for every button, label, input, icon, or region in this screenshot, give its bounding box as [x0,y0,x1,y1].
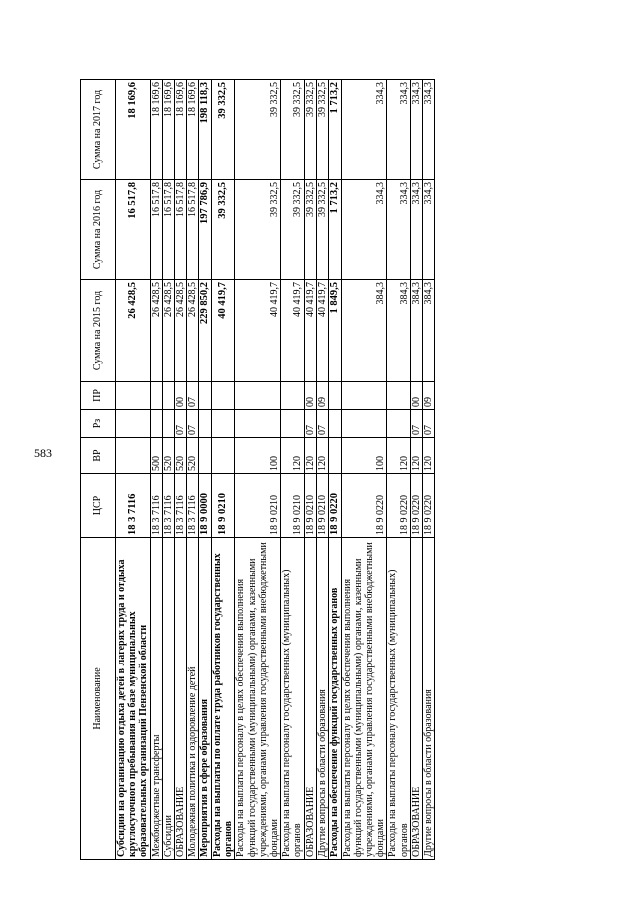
cell-csr: 18 9 0220 [328,474,341,538]
cell-pr: 00 [174,382,186,410]
cell-rz [281,410,304,438]
cell-csr: 18 3 7116 [116,474,151,538]
cell-name: Расходы на выплаты персоналу государственных (муниципальных) органов [281,538,304,860]
cell-csr: 18 9 0220 [341,474,387,538]
cell-vr [116,438,151,474]
cell-vr: 100 [235,438,281,474]
cell-vr [199,438,212,474]
header-sum-2017: Сумма на 2017 год [81,80,116,180]
header-csr: ЦСР [81,474,116,538]
cell-sum-2016: 1 713,2 [328,180,341,280]
cell-sum-2015: 384,3 [410,280,422,382]
cell-pr [341,382,387,410]
cell-sum-2017: 18 169,6 [174,80,186,180]
cell-sum-2016: 334,3 [423,180,435,280]
cell-name: Расходы на обеспечение функций государственных органов [328,538,341,860]
cell-vr: 520 [174,438,186,474]
table-row [235,80,281,860]
table-row [187,80,199,860]
cell-sum-2015: 40 419,7 [235,280,281,382]
cell-sum-2015: 40 419,7 [304,280,316,382]
cell-csr: 18 3 7116 [150,474,162,538]
cell-pr [387,382,410,410]
cell-rz: 07 [174,410,186,438]
cell-sum-2016: 334,3 [341,180,387,280]
header-rz: Рз [81,410,116,438]
cell-rz [328,410,341,438]
cell-sum-2017: 18 169,6 [162,80,174,180]
cell-name: Расходы на выплаты персоналу государственных (муниципальных) органов [387,538,410,860]
table-body [116,80,435,860]
cell-csr: 18 9 0210 [281,474,304,538]
cell-sum-2015: 384,3 [387,280,410,382]
cell-rz [387,410,410,438]
cell-sum-2015: 26 428,5 [162,280,174,382]
cell-pr: 00 [410,382,422,410]
table-row [316,80,328,860]
cell-pr [212,382,235,410]
cell-vr: 520 [162,438,174,474]
cell-pr [150,382,162,410]
cell-sum-2017: 198 118,3 [199,80,212,180]
table-row [341,80,387,860]
cell-sum-2015: 1 849,5 [328,280,341,382]
cell-csr: 18 9 0210 [235,474,281,538]
rotated-page [80,80,560,860]
cell-vr [328,438,341,474]
cell-rz: 07 [410,410,422,438]
table-row [281,80,304,860]
cell-csr: 18 9 0220 [410,474,422,538]
cell-sum-2015: 26 428,5 [150,280,162,382]
cell-sum-2016: 334,3 [410,180,422,280]
cell-name: ОБРАЗОВАНИЕ [174,538,186,860]
cell-sum-2017: 39 332,5 [235,80,281,180]
cell-sum-2015: 384,3 [341,280,387,382]
budget-table [80,79,435,860]
cell-rz [150,410,162,438]
cell-sum-2015: 229 850,2 [199,280,212,382]
cell-vr [212,438,235,474]
cell-pr: 07 [187,382,199,410]
cell-name: Другие вопросы в области образования [316,538,328,860]
cell-sum-2016: 16 517,8 [150,180,162,280]
header-sum-2015: Сумма на 2015 год [81,280,116,382]
cell-csr: 18 9 0220 [423,474,435,538]
cell-csr: 18 9 0210 [212,474,235,538]
cell-sum-2017: 39 332,5 [316,80,328,180]
cell-sum-2017: 334,3 [410,80,422,180]
cell-rz: 07 [187,410,199,438]
cell-sum-2016: 16 517,8 [187,180,199,280]
header-sum-2016: Сумма на 2016 год [81,180,116,280]
cell-sum-2017: 334,3 [387,80,410,180]
cell-sum-2017: 334,3 [423,80,435,180]
cell-vr: 120 [304,438,316,474]
cell-sum-2015: 40 419,7 [281,280,304,382]
table-header-row [81,80,116,860]
cell-sum-2016: 39 332,5 [212,180,235,280]
cell-name: ОБРАЗОВАНИЕ [304,538,316,860]
cell-pr [116,382,151,410]
cell-rz [162,410,174,438]
cell-sum-2017: 18 169,6 [116,80,151,180]
cell-pr [281,382,304,410]
table-row [304,80,316,860]
cell-sum-2017: 18 169,6 [150,80,162,180]
cell-sum-2015: 40 419,7 [316,280,328,382]
cell-sum-2016: 39 332,5 [316,180,328,280]
page-number: 583 [34,446,52,460]
cell-csr: 18 9 0210 [304,474,316,538]
cell-vr: 520 [187,438,199,474]
cell-csr: 18 3 7116 [162,474,174,538]
cell-pr [162,382,174,410]
cell-pr [328,382,341,410]
cell-name: Молодежная политика и оздоровление детей [187,538,199,860]
cell-csr: 18 3 7116 [187,474,199,538]
table-row [150,80,162,860]
cell-sum-2017: 334,3 [341,80,387,180]
cell-sum-2016: 16 517,8 [116,180,151,280]
table-row [199,80,212,860]
table-row [423,80,435,860]
cell-sum-2016: 39 332,5 [235,180,281,280]
cell-name: Расходы на выплаты персоналу в целях обеспечения выполнения функций государственными (муниципальными) органами, казенными учреждениями, органами управления государственными внебюджетными фондами [235,538,281,860]
cell-vr: 120 [316,438,328,474]
cell-name: Субсидии [162,538,174,860]
cell-sum-2016: 39 332,5 [304,180,316,280]
cell-rz [116,410,151,438]
cell-rz [199,410,212,438]
cell-sum-2016: 334,3 [387,180,410,280]
cell-name: Субсидии на организацию отдыха детей в лагерях труда и отдыха круглосуточного пребывания на базе муниципальных образовательных организаций Пензенской области [116,538,151,860]
cell-sum-2016: 16 517,8 [174,180,186,280]
cell-name: Межбюджетные трансферты [150,538,162,860]
cell-vr: 100 [341,438,387,474]
cell-vr: 120 [410,438,422,474]
cell-sum-2015: 384,3 [423,280,435,382]
cell-vr: 120 [281,438,304,474]
table-row [212,80,235,860]
cell-pr: 09 [423,382,435,410]
cell-csr: 18 3 7116 [174,474,186,538]
cell-rz [212,410,235,438]
table-row [410,80,422,860]
cell-name: Мероприятия в сфере образования [199,538,212,860]
cell-csr: 18 9 0220 [387,474,410,538]
table-row [116,80,151,860]
cell-pr [199,382,212,410]
cell-rz: 07 [423,410,435,438]
table-row [387,80,410,860]
cell-sum-2015: 26 428,5 [187,280,199,382]
cell-sum-2015: 40 419,7 [212,280,235,382]
table-row [328,80,341,860]
header-name: Наименование [81,538,116,860]
cell-name: Расходы на выплаты по оплате труда работников государственных органов [212,538,235,860]
cell-vr: 500 [150,438,162,474]
cell-vr: 120 [387,438,410,474]
table-row [174,80,186,860]
table-row [162,80,174,860]
cell-pr: 09 [316,382,328,410]
cell-rz: 07 [304,410,316,438]
cell-csr: 18 9 0210 [316,474,328,538]
cell-pr: 00 [304,382,316,410]
cell-sum-2015: 26 428,5 [174,280,186,382]
cell-sum-2017: 18 169,6 [187,80,199,180]
header-pr: ПР [81,382,116,410]
cell-sum-2017: 1 713,2 [328,80,341,180]
cell-rz [341,410,387,438]
cell-sum-2017: 39 332,5 [304,80,316,180]
cell-name: ОБРАЗОВАНИЕ [410,538,422,860]
cell-rz [235,410,281,438]
cell-sum-2015: 26 428,5 [116,280,151,382]
cell-sum-2016: 39 332,5 [281,180,304,280]
cell-name: Расходы на выплаты персоналу в целях обеспечения выполнения функций государственными (муниципальными) органами, казенными учреждениями, органами управления государственными внебюджетными фондами [341,538,387,860]
cell-pr [235,382,281,410]
cell-sum-2016: 16 517,8 [162,180,174,280]
cell-sum-2017: 39 332,5 [281,80,304,180]
cell-vr: 120 [423,438,435,474]
cell-sum-2016: 197 786,9 [199,180,212,280]
cell-name: Другие вопросы в области образования [423,538,435,860]
header-vr: ВР [81,438,116,474]
cell-sum-2017: 39 332,5 [212,80,235,180]
cell-rz: 07 [316,410,328,438]
cell-csr: 18 9 0000 [199,474,212,538]
